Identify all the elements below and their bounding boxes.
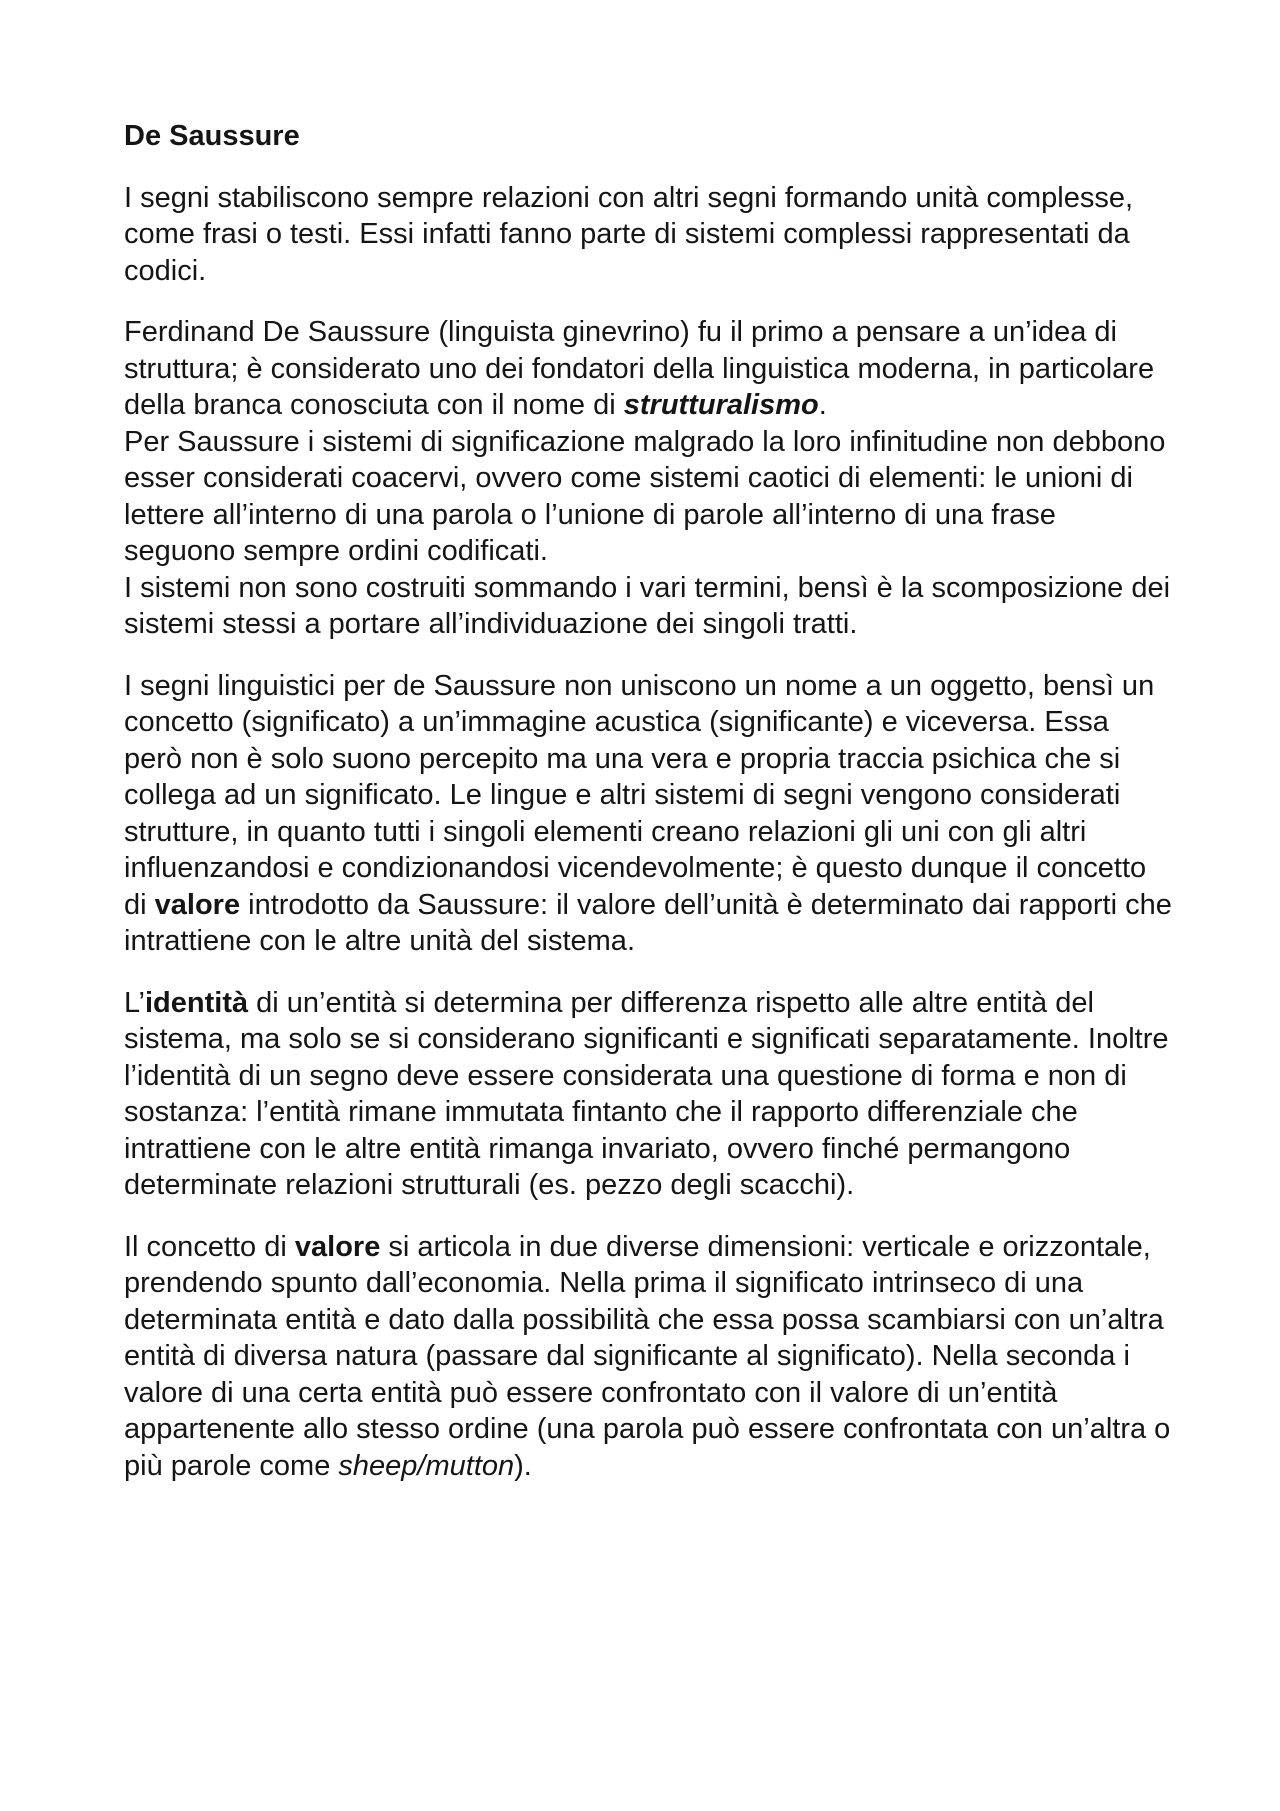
paragraph-6-text: di un’entità si determina per differenza rispetto alle altre entità del sistema, ma solo se si considerano significanti e significati separatamente. Inoltre l’identità di un segno deve essere considerata una questione di forma e non di sostanza: l’entità rimane immutata fintanto che il rapporto differenziale che intrattiene con le altre entità rimanga invariato, ovvero finché permangono determinate relazioni strutturali (es. pezzo degli scacchi). — [124, 986, 1169, 1201]
paragraph-7-italic: sheep/mutton — [338, 1449, 515, 1482]
paragraph-6-bold: identità — [144, 986, 249, 1019]
paragraph-2-text: Ferdinand De Saussure (linguista ginevrino) fu il primo a pensare a un’idea di struttura; è considerato uno dei fondatori della linguistica moderna, in particolare della branca conosciuta con il nome di — [124, 316, 1155, 421]
paragraph-7-start: Il concetto di — [124, 1230, 295, 1263]
paragraph-5-end: introdotto da Saussure: il valore dell’unità è determinato dai rapporti che intrattiene con le altre unità del sistema. — [124, 888, 1172, 957]
paragraph-1: I segni stabiliscono sempre relazioni con altri segni formando unità complesse, come frasi o testi. Essi infatti fanno parte di sistemi complessi rappresentati da codici. — [124, 181, 1134, 287]
paragraph-7 — [124, 1229, 1174, 1485]
paragraph-7-end: ). — [514, 1449, 532, 1482]
paragraph-2-emphasis: strutturalismo — [623, 389, 819, 421]
paragraph-3: Per Saussure i sistemi di significazione malgrado la loro infinitudine non debbono esser considerati coacervi, ovvero come sistemi caotici di elementi: le unioni di lettere all’interno di una parola o l’unione di parole all’interno di una frase seguono sempre ordini codificati. — [124, 425, 1166, 567]
paragraph-5 — [124, 668, 1174, 960]
paragraph-6 — [124, 985, 1174, 1204]
paragraph-7-bold: valore — [294, 1230, 381, 1263]
document-page — [124, 118, 1174, 1509]
paragraph-2 — [124, 314, 1174, 424]
paragraph-5-text: I segni linguistici per de Saussure non uniscono un nome a un oggetto, bensì un concetto (significato) a un’immagine acustica (significante) e viceversa. Essa però non è solo suono percepito ma una vera e propria traccia psichica che si collega ad un significato. Le lingue e altri sistemi di segni vengono considerati strutture, in quanto tutti i singoli elementi creano relazioni gli uni con gli altri influenzandosi e condizionandosi vicendevolmente; è questo dunque il concetto di — [124, 669, 1155, 921]
paragraph-2-end: . — [818, 389, 827, 421]
paragraph-5-bold: valore — [154, 888, 241, 921]
paragraph-7-text: si articola in due diverse dimensioni: verticale e orizzontale, prendendo spunto dall’economia. Nella prima il significato intrinseco di una determinata entità e dato dalla possibilità che essa possa scambiarsi con un’altra entità di diversa natura (passare dal significante al significato). Nella seconda i valore di una certa entità può essere confrontato con il valore di un’entità appartenente allo stesso ordine (una parola può essere confrontata con un’altra o più parole come — [124, 1230, 1171, 1482]
paragraph-6-start: L’ — [124, 986, 145, 1019]
document-title: De Saussure — [124, 120, 300, 152]
paragraph-4: I sistemi non sono costruiti sommando i vari termini, bensì è la scomposizione dei sistemi stessi a portare all’individuazione dei singoli tratti. — [124, 571, 1171, 640]
